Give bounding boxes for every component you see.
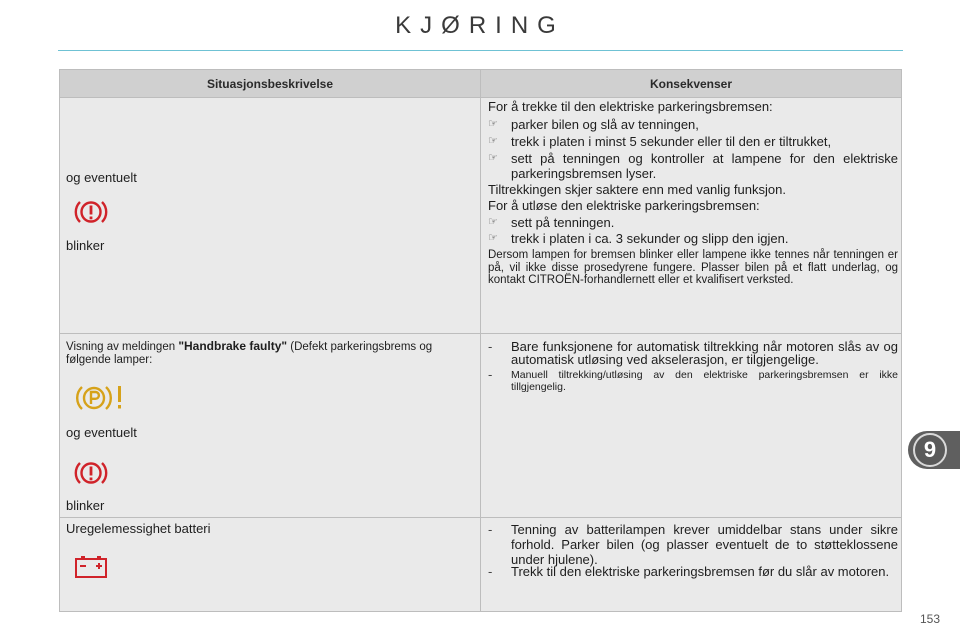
row1-text-after: blinker [66, 238, 105, 253]
list-item [488, 134, 898, 149]
dash-marker: - [488, 339, 493, 354]
page-number: 153 [919, 612, 940, 626]
brake-warning-icon [74, 459, 108, 487]
list-item [488, 369, 898, 393]
dash-marker: - [488, 367, 493, 382]
dash-marker: - [488, 522, 493, 537]
list-item [488, 215, 898, 230]
step-text: sett på tenningen og kontroller at lampene for den elektriske parkeringsbremsen lyser. [511, 151, 898, 181]
list-item [488, 231, 898, 246]
title-rule [58, 50, 903, 51]
bullet-icon: ☞ [488, 118, 498, 130]
point-text: Bare funksjonene for automatisk tiltrekking når motoren slås av og automatisk utløsing ved akselerasjon, er tilgjengelige. [511, 339, 898, 367]
list-item [488, 522, 898, 567]
bullet-icon: ☞ [488, 232, 498, 244]
point-text: Manuell tiltrekking/utløsing av den elektriske parkeringsbremsen er ikke tillgjengelig. [511, 369, 898, 393]
row2-message-text [66, 340, 476, 367]
row1-warning: Dersom lampen for bremsen blinker eller lampene ikke tennes når tenningen er på, vil ikke disse prosedyrene fungere. Plasser bilen på et flatt underlag, og kontakt CITROËN-forhandlernett eller et kvalifisert verksted. [488, 249, 898, 286]
list-item [488, 117, 898, 132]
handbrake-message: "Handbrake faulty" [178, 339, 288, 353]
row2-suffix: (Defekt parkeringsbrems og følgende lamper: [66, 341, 433, 366]
step-text: trekk i platen i minst 5 sekunder eller til den er tiltrukket, [511, 134, 832, 149]
chapter-number: 9 [913, 433, 947, 467]
header-situation: Situasjonsbeskrivelse [206, 77, 334, 91]
point-text: Tenning av batterilampen krever umiddelbar stans under sikre forhold. Parker bilen (og plasser eventuelt de to støtteklossene under hjulene). [511, 522, 898, 567]
row1-intro-engage: For å trekke til den elektriske parkeringsbremsen: [488, 99, 773, 114]
battery-icon [74, 555, 108, 579]
row1-note-engage: Tiltrekkingen skjer saktere enn med vanlig funksjon. [488, 182, 786, 197]
page-title: KJØRING [395, 12, 565, 39]
row2-text-mid: og eventuelt [66, 425, 137, 440]
bullet-icon: ☞ [488, 152, 498, 164]
bullet-icon: ☞ [488, 135, 498, 147]
dash-marker: - [488, 564, 493, 579]
list-item [488, 151, 898, 181]
row-divider [60, 517, 901, 518]
point-text: Trekk til den elektriske parkeringsbremsen før du slår av motoren. [511, 564, 890, 579]
brake-warning-icon [74, 198, 108, 226]
row3-text: Uregelemessighet batteri [66, 521, 211, 536]
list-item [488, 564, 898, 579]
bullet-icon: ☞ [488, 216, 498, 228]
row2-text-after: blinker [66, 498, 105, 513]
row1-text-before: og eventuelt [66, 170, 137, 185]
consequences-table [59, 69, 902, 612]
step-text: sett på tenningen. [511, 215, 615, 230]
header-consequences: Konsekvenser [649, 77, 733, 91]
list-item [488, 340, 898, 366]
step-text: parker bilen og slå av tenningen, [511, 117, 699, 132]
row1-intro-release: For å utløse den elektriske parkeringsbremsen: [488, 198, 760, 213]
row2-prefix: Visning av meldingen [66, 341, 179, 353]
column-divider [480, 70, 481, 611]
parking-brake-fault-icon [76, 383, 128, 413]
row-divider [60, 333, 901, 334]
step-text: trekk i platen i ca. 3 sekunder og slipp den igjen. [511, 231, 789, 246]
